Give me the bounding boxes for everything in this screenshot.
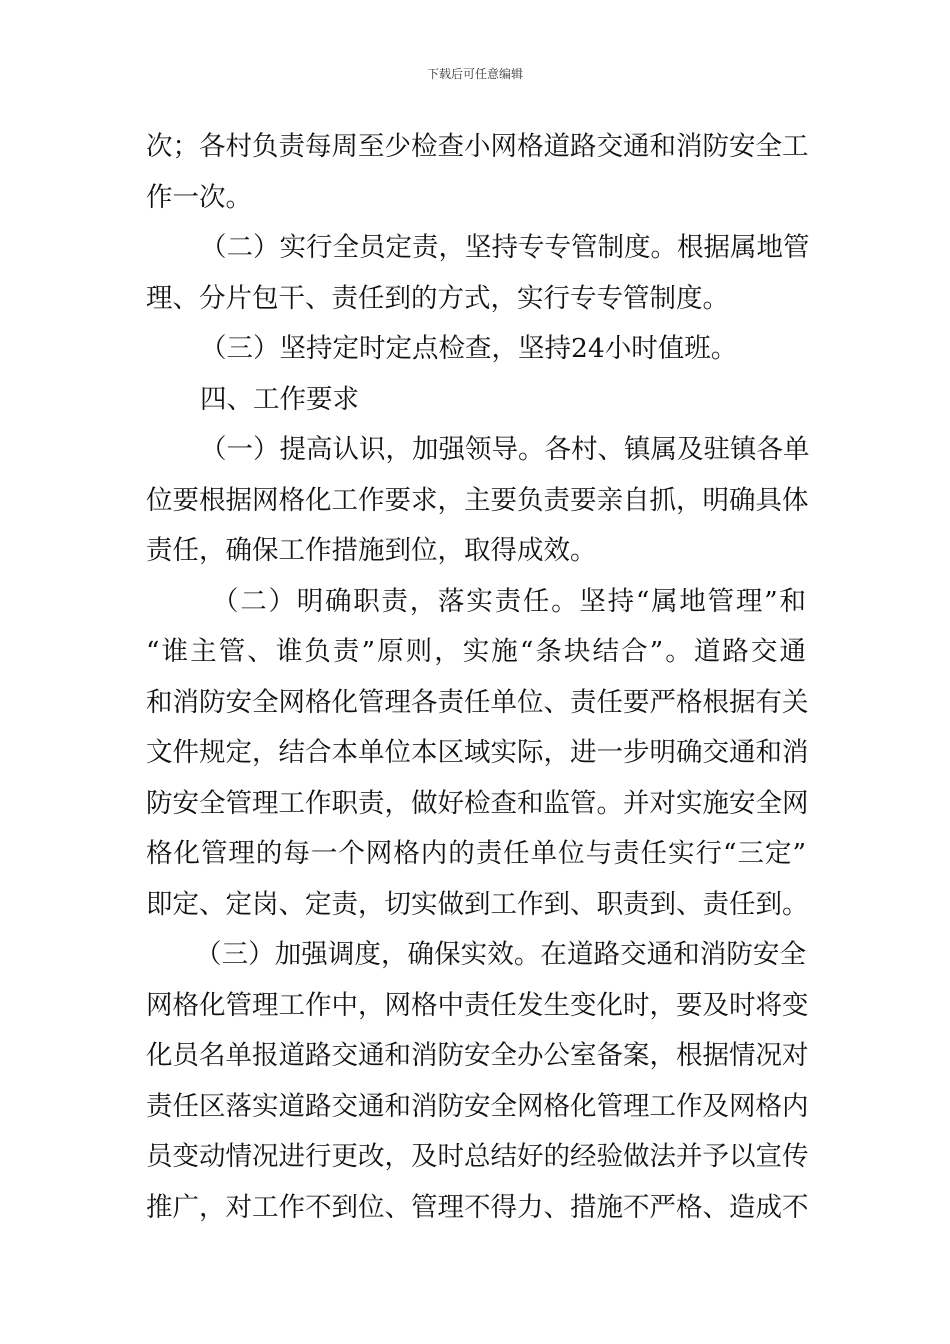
- paragraph-line: 责任区落实道路交通和消防安全网格化管理工作及网格内: [146, 1090, 809, 1122]
- document-body: [146, 122, 810, 1233]
- paragraph-line: 即定、定岗、定责，切实做到工作到、职责到、责任到。: [146, 888, 809, 920]
- paragraph-line: 和消防安全网格化管理各责任单位、责任要严格根据有关: [146, 686, 809, 718]
- paragraph-line: 网格化管理工作中，网格中责任发生变化时，要及时将变: [146, 989, 809, 1021]
- paragraph-line: 次；各村负责每周至少检查小网格道路交通和消防安全工: [146, 131, 809, 162]
- paragraph-line: 责任，确保工作措施到位，取得成效。: [146, 535, 597, 566]
- paragraph-line: （二）实行全员定责，坚持专专管制度。根据属地管: [200, 232, 810, 263]
- paragraph-line: （二）明确职责，落实责任。坚持“属地管理”和: [212, 585, 806, 617]
- paragraph-line: 位要根据网格化工作要求，主要负责要亲自抓，明确具体: [146, 484, 809, 516]
- paragraph-line: 文件规定，结合本单位本区域实际，进一步明确交通和消: [146, 737, 809, 768]
- paragraph-line: 化员名单报道路交通和消防安全办公室备案，根据情况对: [146, 1040, 809, 1071]
- paragraph-line: 防安全管理工作职责，做好检查和监管。并对实施安全网: [146, 787, 809, 819]
- paragraph-line: （三）坚持定时定点检查，坚持24小时值班。: [200, 333, 738, 364]
- paragraph-line: （三）加强调度，确保实效。在道路交通和消防安全: [195, 939, 806, 970]
- paragraph-line: （一）提高认识，加强领导。各村、镇属及驻镇各单: [200, 434, 810, 465]
- paragraph-line: 格化管理的每一个网格内的责任单位与责任实行“三定”: [146, 838, 806, 869]
- paragraph-line: 推广，对工作不到位、管理不得力、措施不严格、造成不: [146, 1191, 809, 1223]
- paragraph-line: “谁主管、谁负责”原则，实施“条块结合”。道路交通: [146, 636, 806, 667]
- paragraph-line: 作一次。: [146, 181, 252, 213]
- paragraph-line: 理、分片包干、责任到的方式，实行专专管制度。: [146, 282, 729, 314]
- page-header: 下载后可任意编辑: [426, 67, 523, 81]
- paragraph-line: 员变动情况进行更改，及时总结好的经验做法并予以宣传: [146, 1141, 809, 1172]
- section-heading: 四、工作要求: [200, 383, 359, 415]
